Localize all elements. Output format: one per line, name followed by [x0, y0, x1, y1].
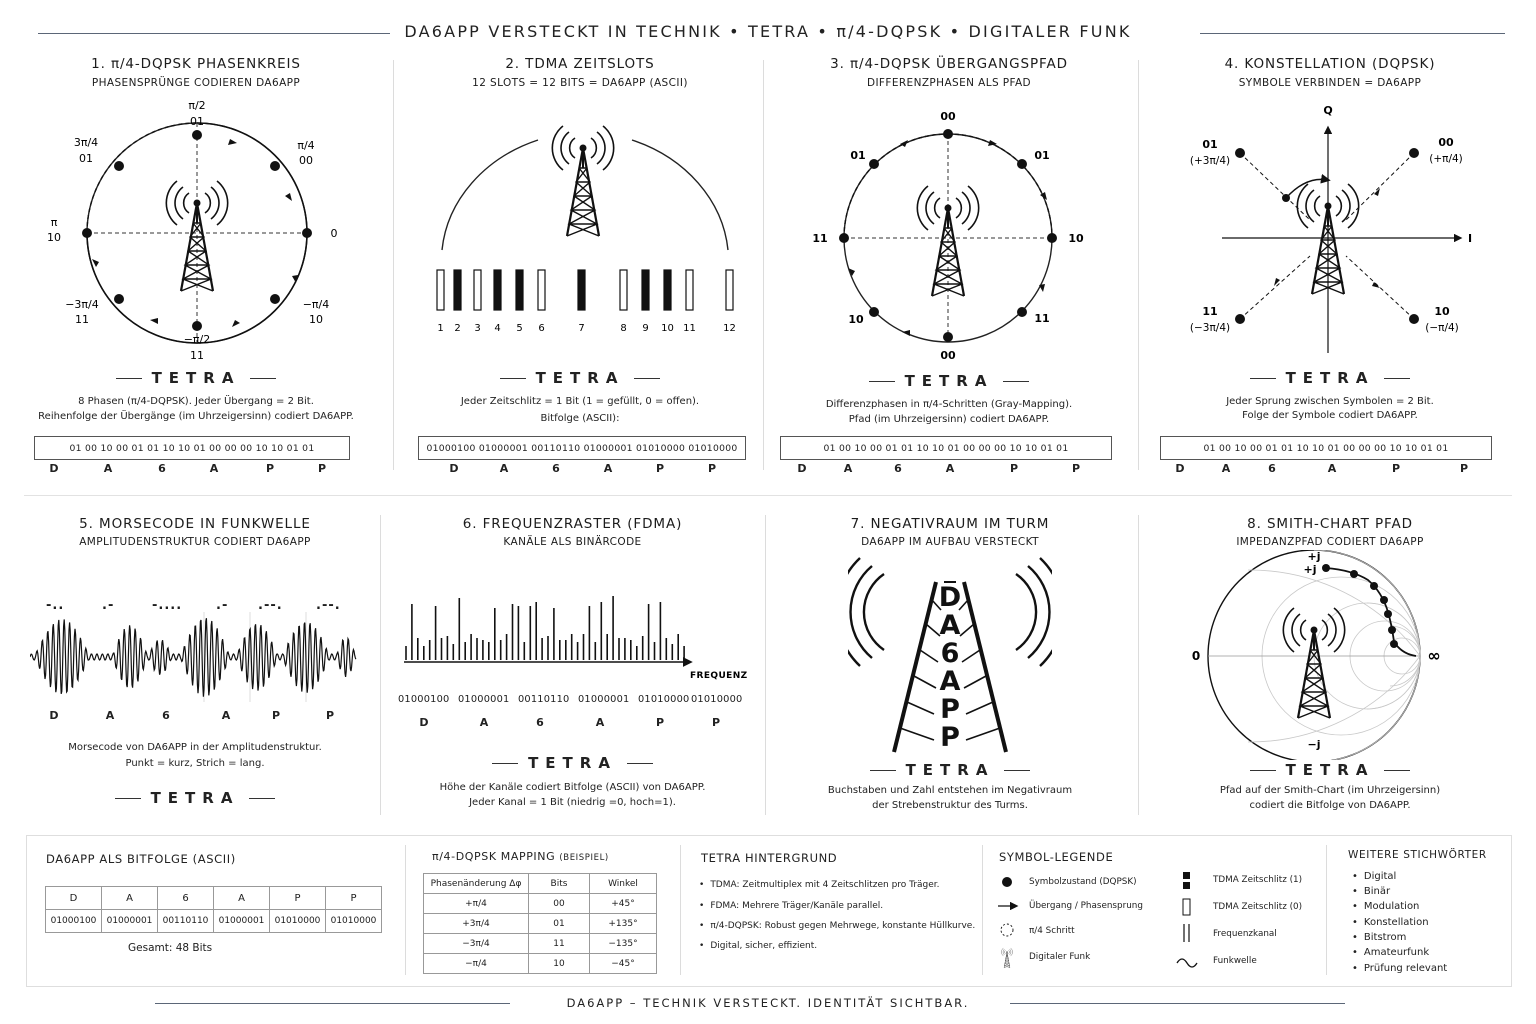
- tdma-slot-number-group: [437, 323, 736, 334]
- panel5-desc-2: Punkt = kurz, Strich = lang.: [125, 758, 265, 769]
- frequency-channel-icon: [1184, 924, 1189, 942]
- path-label-bottom: 00: [940, 349, 956, 362]
- smith-infinity: ∞: [1427, 646, 1441, 665]
- panel1-desc-1: 8 Phasen (π/4-DQPSK). Jeder Übergang = 2 Bit.: [78, 396, 314, 407]
- mapping-title-main: π/4-DQPSK MAPPING: [432, 850, 556, 863]
- callsign-letter: D: [419, 716, 429, 729]
- tdma-slot-number: 2: [454, 323, 461, 334]
- keyword-item: • Binär: [1352, 886, 1390, 897]
- panel7-desc-1: Buchstaben und Zahl entstehen im Negativraum: [827, 785, 1073, 796]
- panel4-desc-2: Folge der Symbole codiert DA6APP.: [1242, 410, 1418, 421]
- tdma-slot: [642, 270, 649, 310]
- phase-label-bottom: −π/2: [183, 333, 211, 346]
- ascii-letter: P: [326, 887, 382, 910]
- path-label-left: 11: [812, 232, 828, 245]
- callsign-letter: 6: [536, 716, 544, 729]
- morse-a1: .-: [102, 598, 115, 613]
- callsign-letter: P: [655, 462, 665, 475]
- tdma-slot-number: 6: [538, 323, 545, 334]
- separator: [765, 515, 766, 815]
- phase-bits-bottom: 11: [190, 349, 204, 362]
- mapping-cell: +45°: [590, 894, 657, 914]
- smith-chart: [1180, 550, 1460, 760]
- callsign-letter: P: [707, 462, 717, 475]
- digital-radio-icon: [1001, 948, 1012, 968]
- callsign-letter: 6: [552, 462, 560, 475]
- negative-space-tower: [848, 554, 1052, 754]
- keyword-item: • Konstellation: [1352, 917, 1429, 928]
- mapping-title: [432, 850, 609, 863]
- callsign-letter: P: [317, 462, 327, 475]
- phase-label-br: −π/4: [302, 298, 330, 311]
- keyword-item: • Digital: [1352, 871, 1396, 882]
- tdma-slot: [474, 270, 481, 310]
- separator: [982, 845, 983, 975]
- phase-label-tr: π/4: [297, 139, 315, 152]
- phase-label-left: π: [50, 216, 58, 229]
- separator: [1138, 515, 1139, 815]
- tdma-slot-number: 7: [578, 323, 585, 334]
- panel8-subtitle: IMPEDANZPFAD CODIERT DA6APP: [1236, 536, 1424, 548]
- ascii-letter: A: [102, 887, 158, 910]
- tdma-slot-number: 3: [474, 323, 481, 334]
- panel4-desc-1: Jeder Sprung zwischen Symbolen = 2 Bit.: [1226, 396, 1434, 407]
- callsign-letter: P: [711, 716, 721, 729]
- morse-wave: [30, 612, 360, 702]
- tdma-slot: [437, 270, 444, 310]
- callsign-letter: D: [449, 462, 459, 475]
- panel5-desc-1: Morsecode von DA6APP in der Amplitudenstruktur.: [68, 742, 322, 753]
- panel2-bitstring: 01000100 01000001 00110110 01000001 01010000 01010000: [418, 436, 746, 460]
- path-label-br: 11: [1034, 312, 1050, 325]
- footer-tagline: DA6APP – TECHNIK VERSTECKT. IDENTITÄT SICHTBAR.: [566, 996, 970, 1010]
- tetra-wordmark: TETRA: [40, 369, 352, 387]
- axis-q-label: Q: [1323, 104, 1333, 117]
- tdma-slot: [516, 270, 523, 310]
- pi4-step-icon: [1001, 924, 1013, 936]
- tetra-wordmark: TETRA: [790, 761, 1110, 779]
- background-item: • Digital, sicher, effizient.: [699, 941, 817, 951]
- background-item: • FDMA: Mehrere Träger/Kanäle parallel.: [699, 901, 883, 911]
- symbol-tr-phase: (+π/4): [1429, 153, 1463, 165]
- background-title: TETRA HINTERGRUND: [701, 851, 838, 865]
- phase-label-top: π/2: [188, 99, 206, 112]
- callsign-letter: 6: [162, 709, 170, 722]
- page-title: DA6APP VERSTECKT IN TECHNIK • TETRA • π/4-DQPSK • DIGITALER FUNK: [0, 22, 1536, 41]
- ascii-byte: 01000001: [102, 910, 158, 933]
- panel2-letters: [418, 462, 744, 476]
- legend-label: TDMA Zeitschlitz (0): [1213, 902, 1303, 912]
- tower-letter: P: [940, 694, 960, 725]
- fdma-byte: 01000100: [398, 694, 450, 705]
- mapping-cell: 11: [529, 934, 590, 954]
- legend-label: Übergang / Phasensprung: [1029, 901, 1143, 911]
- symbol-tl-phase: (+3π/4): [1189, 155, 1231, 167]
- symbol-br-bits: 10: [1434, 305, 1450, 318]
- morse-d: -..: [46, 598, 65, 613]
- mapping-cell: −π/4: [424, 954, 529, 974]
- callsign-letter: D: [49, 462, 59, 475]
- panel1-subtitle: PHASENSPRÜNGE CODIEREN DA6APP: [91, 77, 301, 89]
- phase-bits-bl: 11: [75, 313, 89, 326]
- tower-letter: 6: [940, 638, 960, 669]
- panel3-subtitle: DIFFERENZPHASEN ALS PFAD: [866, 77, 1032, 89]
- phase-bits-tl: 01: [79, 152, 93, 165]
- tdma-slot-number: 5: [516, 323, 523, 334]
- phase-label-right: 0: [330, 227, 338, 240]
- ascii-byte: 01000100: [46, 910, 102, 933]
- panel6-subtitle: KANÄLE ALS BINÄRCODE: [503, 536, 642, 548]
- callsign-letter: P: [655, 716, 665, 729]
- phase-bits-tr: 00: [299, 154, 313, 167]
- callsign-letter: A: [499, 462, 509, 475]
- symbol-bl-phase: (−3π/4): [1189, 322, 1231, 334]
- radio-wave-icon: [1177, 959, 1197, 967]
- mapping-cell: 00: [529, 894, 590, 914]
- tdma-slots-diagram: [420, 100, 750, 340]
- panel5-subtitle: AMPLITUDENSTRUKTUR CODIERT DA6APP: [79, 536, 311, 548]
- axis-i-label: I: [1467, 232, 1473, 245]
- panel3-bitstring: 01 00 10 00 01 01 10 10 01 00 00 00 10 10 01 01: [780, 436, 1112, 460]
- ascii-letter: 6: [158, 887, 214, 910]
- phase-bits-left: 10: [47, 231, 61, 244]
- morse-p2: .--.: [316, 598, 341, 613]
- legend-title: SYMBOL-LEGENDE: [999, 850, 1114, 864]
- panel3-desc-1: Differenzphasen in π/4-Schritten (Gray-Mapping).: [825, 399, 1073, 410]
- legend-label: Symbolzustand (DQPSK): [1029, 877, 1137, 887]
- fdma-bars: [406, 596, 684, 660]
- callsign-letter: D: [1175, 462, 1185, 475]
- morse-p1: .--.: [258, 598, 283, 613]
- phase-circle-diagram: [30, 95, 370, 365]
- mapping-cell: 01: [529, 914, 590, 934]
- callsign-letter: P: [1009, 462, 1019, 475]
- fdma-channel-chart: [398, 578, 750, 684]
- phase-label-bl: −3π/4: [65, 298, 99, 311]
- tdma-slot: [664, 270, 671, 310]
- background-item: • π/4-DQPSK: Robust gegen Mehrwege, konstante Hüllkurve.: [699, 921, 975, 931]
- callsign-letter: P: [1071, 462, 1081, 475]
- panel7-desc-2: der Strebenstruktur des Turms.: [872, 800, 1028, 811]
- fdma-byte: 00110110: [518, 694, 570, 705]
- ascii-table: [45, 886, 382, 933]
- fdma-byte: 01000001: [578, 694, 630, 705]
- transition-path-diagram: [790, 100, 1110, 370]
- tetra-wordmark: TETRA: [790, 372, 1108, 390]
- path-label-tr: 01: [1034, 149, 1050, 162]
- smith-plus-j-inner: +j: [1303, 563, 1317, 576]
- path-label-bl: 10: [848, 313, 864, 326]
- ascii-letter: D: [46, 887, 102, 910]
- legend-label: Digitaler Funk: [1029, 952, 1091, 962]
- callsign-letter: P: [271, 709, 281, 722]
- tower-letter: D: [938, 582, 962, 613]
- tdma-slot-number: 9: [642, 323, 649, 334]
- symbol-state-icon: [1002, 877, 1012, 887]
- path-label-right: 10: [1068, 232, 1084, 245]
- tdma-slot: [538, 270, 545, 310]
- separator: [1138, 60, 1139, 470]
- panel6-letters: [398, 716, 750, 730]
- callsign-letter: P: [265, 462, 275, 475]
- separator: [680, 845, 681, 975]
- mapping-cell: 10: [529, 954, 590, 974]
- frequency-axis-label: FREQUENZ: [690, 671, 748, 681]
- callsign-letter: D: [797, 462, 807, 475]
- keyword-item: • Prüfung relevant: [1352, 963, 1447, 974]
- callsign-letter: A: [843, 462, 853, 475]
- phase-bits-br: 10: [309, 313, 323, 326]
- mapping-header: Bits: [529, 874, 590, 894]
- callsign-letter: 6: [158, 462, 166, 475]
- panel4-subtitle: SYMBOLE VERBINDEN = DA6APP: [1238, 77, 1422, 89]
- mapping-cell: −45°: [590, 954, 657, 974]
- panel7-title: 7. NEGATIVRAUM IM TURM: [850, 516, 1050, 532]
- tdma-slot-number: 12: [723, 323, 736, 334]
- tdma-slot-number: 10: [661, 323, 674, 334]
- constellation-diagram: [1160, 98, 1500, 358]
- panel7-subtitle: DA6APP IM AUFBAU VERSTECKT: [861, 536, 1039, 548]
- panel1-bitstring: 01 00 10 00 01 01 10 10 01 00 00 00 10 10 01 01: [34, 436, 350, 460]
- callsign-letter: D: [49, 709, 59, 722]
- keywords-title: WEITERE STICHWÖRTER: [1348, 849, 1487, 861]
- callsign-letter: A: [945, 462, 955, 475]
- phase-label-tl: 3π/4: [73, 136, 99, 149]
- panel3-desc-2: Pfad (im Uhrzeigersinn) codiert DA6APP.: [848, 414, 1050, 425]
- path-label-top: 00: [940, 110, 956, 123]
- mapping-table: [423, 873, 657, 974]
- symbol-tl-bits: 01: [1202, 138, 1218, 151]
- callsign-letter: 6: [1268, 462, 1276, 475]
- fdma-byte: 01010000: [638, 694, 690, 705]
- panel2-desc-2: Bitfolge (ASCII):: [540, 413, 620, 424]
- callsign-letter: A: [603, 462, 613, 475]
- mapping-cell: −3π/4: [424, 934, 529, 954]
- tdma-slot: [726, 270, 733, 310]
- background-item: • TDMA: Zeitmultiplex mit 4 Zeitschlitzen pro Träger.: [699, 880, 940, 890]
- panel6-desc-2: Jeder Kanal = 1 Bit (niedrig =0, hoch=1).: [469, 797, 676, 808]
- tdma-slot-number: 4: [494, 323, 501, 334]
- tower-letter: A: [939, 666, 961, 697]
- separator: [24, 495, 1512, 496]
- tetra-wordmark: TETRA: [1160, 761, 1500, 779]
- panel8-title: 8. SMITH-CHART PFAD: [1247, 516, 1413, 532]
- tetra-wordmark: TETRA: [30, 789, 360, 807]
- symbol-tr-bits: 00: [1438, 136, 1454, 149]
- tower-letter: A: [939, 610, 961, 641]
- tdma-slot: [620, 270, 627, 310]
- callsign-letter: 6: [894, 462, 902, 475]
- tdma-slot: [578, 270, 585, 310]
- callsign-letter: A: [221, 709, 231, 722]
- tetra-wordmark: TETRA: [1170, 369, 1490, 387]
- tdma-slot-number: 11: [683, 323, 696, 334]
- tetra-wordmark: TETRA: [420, 369, 740, 387]
- separator: [763, 60, 764, 470]
- legend-label: Funkwelle: [1213, 956, 1257, 966]
- callsign-letter: A: [209, 462, 219, 475]
- ascii-byte: 01010000: [270, 910, 326, 933]
- panel5-title: 5. MORSECODE IN FUNKWELLE: [79, 516, 311, 532]
- mapping-cell: −135°: [590, 934, 657, 954]
- morse-a2: .-: [216, 598, 229, 613]
- mapping-cell: +3π/4: [424, 914, 529, 934]
- mapping-cell: +135°: [590, 914, 657, 934]
- keyword-item: • Amateurfunk: [1352, 947, 1429, 958]
- panel3-title: 3. π/4-DQPSK ÜBERGANGSPFAD: [830, 56, 1068, 72]
- smith-plus-j-outer: +j: [1307, 550, 1321, 563]
- separator: [1326, 845, 1327, 975]
- keyword-item: • Modulation: [1352, 901, 1419, 912]
- morse-6: -....: [152, 598, 183, 613]
- fdma-byte: 01000001: [458, 694, 510, 705]
- panel1-desc-2: Reihenfolge der Übergänge (im Uhrzeigersinn) codiert DA6APP.: [38, 411, 354, 422]
- mapping-header: Winkel: [590, 874, 657, 894]
- mapping-header: Phasenänderung Δφ: [424, 874, 529, 894]
- panel6-title: 6. FREQUENZRASTER (FDMA): [462, 516, 683, 532]
- callsign-letter: A: [105, 709, 115, 722]
- panel8-desc-1: Pfad auf der Smith-Chart (im Uhrzeigersinn): [1219, 785, 1441, 796]
- callsign-letter: P: [1459, 462, 1469, 475]
- separator: [393, 60, 394, 470]
- panel1-letters: [34, 462, 348, 476]
- callsign-letter: A: [1221, 462, 1231, 475]
- tdma-slot-number: 1: [437, 323, 444, 334]
- callsign-letter: P: [325, 709, 335, 722]
- tdma-slot-empty-icon: [1183, 899, 1190, 915]
- panel3-letters: [780, 462, 1110, 476]
- panel2-title: 2. TDMA ZEITSLOTS: [505, 56, 655, 72]
- panel1-title: 1. π/4-DQPSK PHASENKREIS: [91, 56, 301, 72]
- phase-bits-top: 01: [190, 115, 204, 128]
- legend-label: Frequenzkanal: [1213, 929, 1277, 939]
- fdma-byte: 01010000: [691, 694, 743, 705]
- callsign-letter: A: [595, 716, 605, 729]
- ascii-total: Gesamt: 48 Bits: [128, 942, 213, 954]
- panel4-letters: [1160, 462, 1490, 476]
- smith-zero: 0: [1191, 649, 1201, 663]
- legend-label: π/4 Schritt: [1029, 926, 1075, 936]
- panel4-bitstring: 01 00 10 00 01 01 10 10 01 00 00 00 10 10 01 01: [1160, 436, 1492, 460]
- callsign-letter: A: [479, 716, 489, 729]
- path-label-tl: 01: [850, 149, 866, 162]
- tdma-slot: [454, 270, 461, 310]
- tdma-slot-number: 8: [620, 323, 627, 334]
- separator: [405, 845, 406, 975]
- legend-label: TDMA Zeitschlitz (1): [1213, 875, 1303, 885]
- ascii-title: DA6APP ALS BITFOLGE (ASCII): [46, 852, 236, 866]
- mapping-title-note: (BEISPIEL): [559, 853, 609, 863]
- tower-letter: P: [940, 722, 960, 753]
- tdma-slot-group: [437, 270, 733, 310]
- tdma-slot: [686, 270, 693, 310]
- tdma-slot-full-icon: [1183, 872, 1190, 889]
- panel8-desc-2: codiert die Bitfolge von DA6APP.: [1249, 800, 1411, 811]
- ascii-byte: 01010000: [326, 910, 382, 933]
- callsign-letter: A: [1327, 462, 1337, 475]
- separator: [380, 515, 381, 815]
- ascii-letter: P: [270, 887, 326, 910]
- mapping-cell: +π/4: [424, 894, 529, 914]
- symbol-bl-bits: 11: [1202, 305, 1218, 318]
- keyword-item: • Bitstrom: [1352, 932, 1406, 943]
- tdma-slot: [494, 270, 501, 310]
- ascii-letter: A: [214, 887, 270, 910]
- smith-minus-j: −j: [1307, 738, 1321, 751]
- callsign-letter: A: [103, 462, 113, 475]
- panel2-desc-1: Jeder Zeitschlitz = 1 Bit (1 = gefüllt, 0 = offen).: [460, 396, 700, 407]
- tetra-wordmark: TETRA: [405, 754, 740, 772]
- panel2-subtitle: 12 SLOTS = 12 BITS = DA6APP (ASCII): [472, 77, 688, 89]
- symbol-br-phase: (−π/4): [1425, 322, 1459, 334]
- panel4-title: 4. KONSTELLATION (DQPSK): [1224, 56, 1436, 72]
- callsign-letter: P: [1391, 462, 1401, 475]
- panel5-letters: [30, 709, 360, 723]
- ascii-byte: 00110110: [158, 910, 214, 933]
- panel6-desc-1: Höhe der Kanäle codiert Bitfolge (ASCII) von DA6APP.: [439, 782, 706, 793]
- ascii-byte: 01000001: [214, 910, 270, 933]
